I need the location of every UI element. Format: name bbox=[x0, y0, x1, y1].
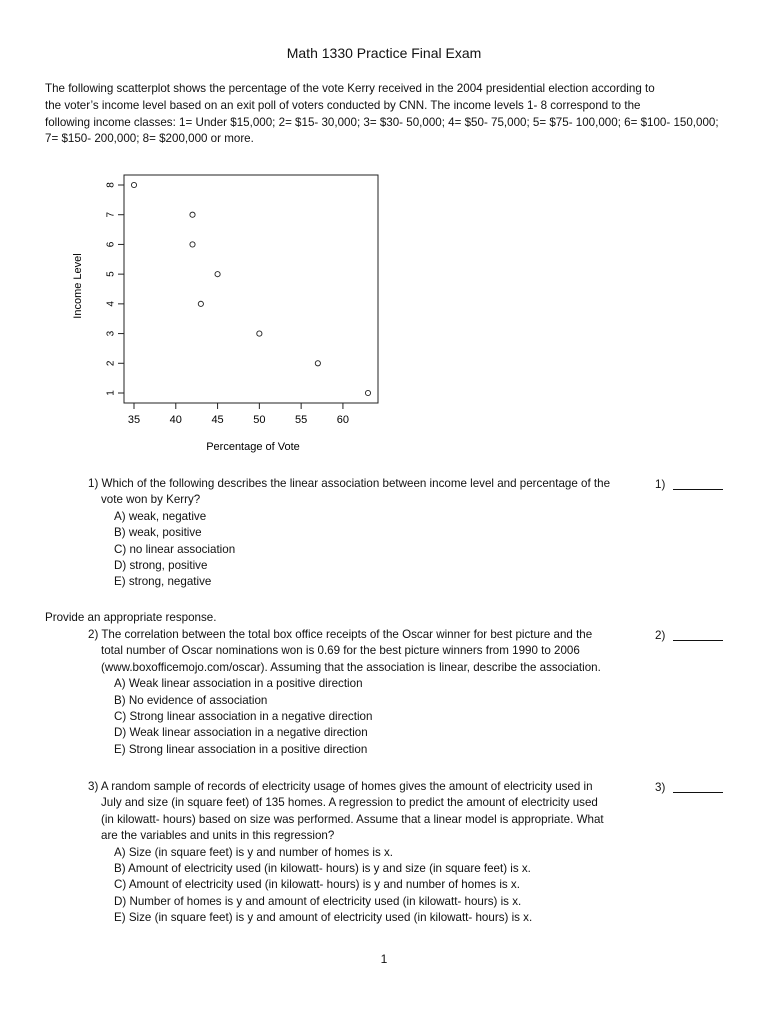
question-stem bbox=[88, 476, 648, 509]
x-tick-label: 45 bbox=[211, 414, 224, 426]
answer-number: 1) bbox=[655, 478, 666, 491]
answer-option[interactable]: D) Weak linear association in a negative direction bbox=[114, 726, 368, 740]
answer-options bbox=[88, 509, 648, 591]
y-tick-label: 7 bbox=[105, 211, 117, 218]
scatterplot bbox=[60, 165, 400, 465]
data-point bbox=[315, 361, 320, 366]
answer-option[interactable]: A) Size (in square feet) is y and number of homes is x. bbox=[114, 845, 394, 859]
answer-option[interactable]: C) Strong linear association in a negative direction bbox=[114, 710, 373, 724]
y-tick-label: 5 bbox=[105, 271, 117, 277]
data-point bbox=[365, 390, 370, 395]
answer-option[interactable]: A) weak, negative bbox=[114, 509, 207, 523]
question-text-line: (in kilowatt- hours) based on size was performed. Assume that a linear model is appropriate. What bbox=[101, 812, 604, 826]
answer-option[interactable]: C) no linear association bbox=[114, 542, 236, 556]
answer-option[interactable]: E) strong, negative bbox=[114, 575, 212, 589]
page-number: 1 bbox=[380, 952, 388, 966]
y-tick-label: 2 bbox=[105, 360, 117, 367]
answer-option[interactable]: A) Weak linear association in a positive direction bbox=[114, 677, 363, 691]
question-stem bbox=[88, 627, 648, 676]
answer-option[interactable]: D) strong, positive bbox=[114, 559, 208, 573]
y-tick-label: 8 bbox=[105, 182, 117, 188]
question-text-line: vote won by Kerry? bbox=[101, 493, 201, 507]
section-instruction: Provide an appropriate response. bbox=[45, 611, 217, 624]
data-point bbox=[131, 182, 136, 187]
question-text-line: July and size (in square feet) of 135 homes. A regression to predict the amount of electricity used bbox=[101, 796, 598, 810]
answer-line[interactable] bbox=[673, 792, 723, 793]
data-points bbox=[131, 182, 370, 395]
answer-number: 2) bbox=[655, 629, 666, 642]
question-stem bbox=[88, 779, 648, 845]
page-title: Math 1330 Practice Final Exam bbox=[286, 45, 482, 61]
answer-option[interactable]: B) Amount of electricity used (in kilowatt- hours) is y and size (in square feet) is x. bbox=[114, 862, 531, 876]
answer-option[interactable]: E) Size (in square feet) is y and amount of electricity used (in kilowatt- hours) is x. bbox=[114, 911, 533, 925]
data-point bbox=[215, 272, 220, 277]
x-axis bbox=[128, 403, 349, 426]
intro-paragraph bbox=[45, 81, 725, 148]
data-point bbox=[190, 212, 195, 217]
question-1 bbox=[88, 476, 648, 591]
intro-line: 7= $150- 200,000; 8= $200,000 or more. bbox=[45, 132, 254, 146]
y-tick-label: 3 bbox=[105, 330, 117, 337]
question-text-line: total number of Oscar nominations won is 0.69 for the best picture winners from 1990 to 2006 bbox=[101, 644, 580, 658]
x-tick-label: 60 bbox=[336, 414, 350, 426]
question-text-line: 2) The correlation between the total box office receipts of the Oscar winner for best picture and the bbox=[88, 628, 593, 641]
question-text-line: are the variables and units in this regression? bbox=[101, 829, 335, 843]
x-tick-label: 40 bbox=[169, 414, 182, 426]
answer-line[interactable] bbox=[673, 640, 723, 641]
data-point bbox=[190, 242, 195, 247]
question-2 bbox=[88, 627, 648, 758]
x-tick-label: 35 bbox=[127, 414, 141, 426]
answer-line[interactable] bbox=[673, 489, 723, 490]
answer-option[interactable]: C) Amount of electricity used (in kilowatt- hours) is y and number of homes is x. bbox=[114, 878, 520, 892]
answer-option[interactable]: B) No evidence of association bbox=[114, 693, 268, 707]
x-axis-label: Percentage of Vote bbox=[206, 441, 300, 453]
data-point bbox=[257, 331, 262, 336]
x-tick-label: 55 bbox=[295, 414, 308, 426]
question-text-line: 1) Which of the following describes the linear association between income level and percentage of the bbox=[88, 477, 611, 490]
answer-option[interactable]: B) weak, positive bbox=[114, 526, 202, 540]
question-text-line: 3) A random sample of records of electricity usage of homes gives the amount of electricity used in bbox=[88, 780, 593, 793]
answer-option[interactable]: D) Number of homes is y and amount of electricity used (in kilowatt- hours) is x. bbox=[114, 894, 522, 908]
intro-line: following income classes: 1= Under $15,000; 2= $15- 30,000; 3= $30- 50,000; 4= $50- 75,000; 5= $75- 100,000; 6= $100- 150,000; bbox=[45, 115, 719, 129]
plot-frame bbox=[124, 175, 378, 403]
y-axis bbox=[106, 182, 125, 396]
y-tick-label: 6 bbox=[105, 241, 117, 248]
data-point bbox=[198, 301, 203, 306]
answer-option[interactable]: E) Strong linear association in a positive direction bbox=[114, 742, 368, 756]
y-tick-label: 1 bbox=[105, 390, 117, 396]
question-3 bbox=[88, 779, 648, 927]
y-axis-label: Income Level bbox=[72, 253, 84, 319]
answer-options bbox=[88, 845, 648, 927]
x-tick-label: 50 bbox=[253, 414, 266, 426]
intro-line: the voter’s income level based on an exit poll of voters conducted by CNN. The income levels 1- 8 correspond to the bbox=[45, 98, 641, 112]
answer-options bbox=[88, 676, 648, 758]
intro-line: The following scatterplot shows the percentage of the vote Kerry received in the 2004 presidential election according to bbox=[45, 82, 655, 95]
question-text-line: (www.boxofficemojo.com/oscar). Assuming that the association is linear, describe the association. bbox=[101, 660, 601, 674]
answer-number: 3) bbox=[655, 781, 666, 794]
y-tick-label: 4 bbox=[105, 301, 117, 307]
